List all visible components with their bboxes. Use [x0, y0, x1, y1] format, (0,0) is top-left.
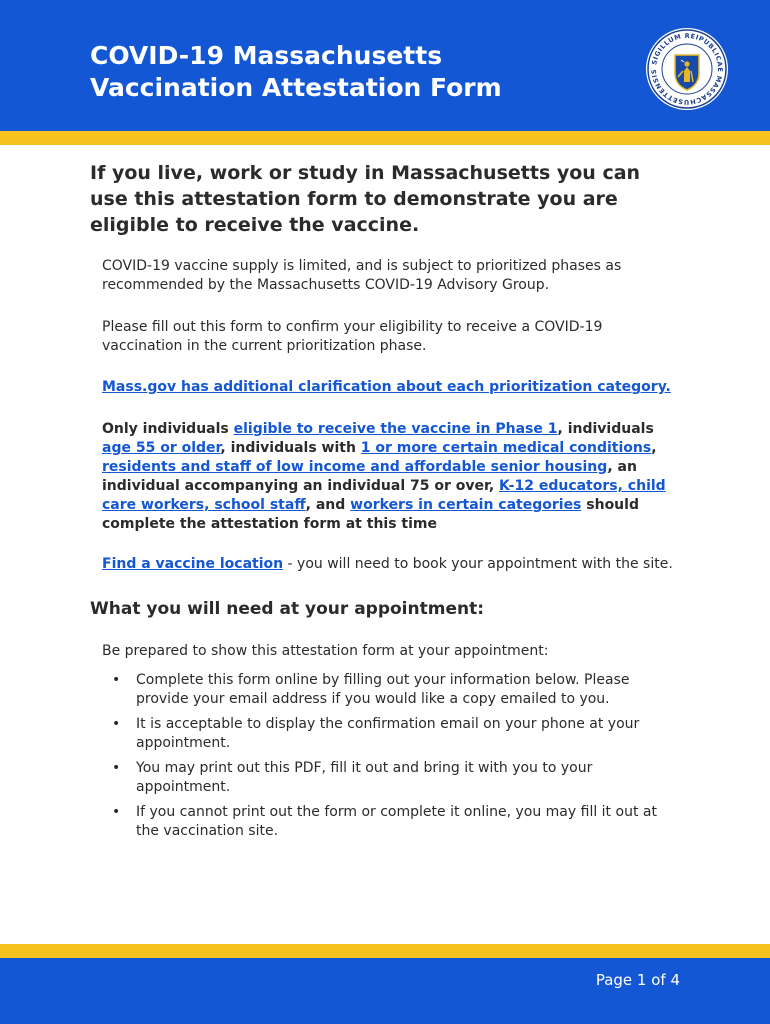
bullet-icon: •	[112, 716, 121, 732]
age-55-link[interactable]: age 55 or older	[102, 440, 221, 456]
list-item-text: If you cannot print out the form or complete it online, you may fill it out at the vaccination site.	[136, 804, 657, 839]
form-title: COVID-19 Massachusetts Vaccination Attestation Form	[90, 41, 502, 102]
header-accent-stripe	[0, 131, 770, 145]
massachusetts-seal-icon	[645, 27, 729, 111]
list-item	[102, 715, 672, 753]
eligibility-text: , and	[305, 497, 351, 513]
eligibility-text: should complete the attestation form at this time	[102, 497, 639, 532]
list-item-text: Complete this form online by filling out your information below. Please provide your email address if you would like a copy emailed to you.	[136, 672, 630, 707]
clarification-paragraph	[102, 378, 682, 397]
phase1-eligibility-link[interactable]: eligible to receive the vaccine in Phase 1	[233, 421, 558, 437]
list-item	[102, 759, 672, 797]
bullet-icon: •	[112, 672, 121, 688]
appointment-requirements-list	[102, 671, 672, 847]
bullet-icon: •	[112, 760, 121, 776]
eligibility-text: ,	[651, 440, 657, 456]
list-item	[102, 803, 672, 841]
educators-link[interactable]: K-12 educators, child care workers, school staff	[102, 478, 666, 513]
seal-text: SIGILLUM REIPUBLICAE MASSACHUSETTENSIS	[649, 31, 725, 107]
appointment-heading: What you will need at your appointment:	[90, 599, 485, 619]
eligibility-paragraph	[102, 420, 678, 534]
eligibility-text: , individuals with	[220, 440, 361, 456]
location-text: - you will need to book your appointment with the site.	[283, 556, 673, 572]
page-footer	[0, 958, 770, 1024]
eligibility-text: , an individual accompanying an individual 75 or over,	[102, 459, 637, 494]
supply-paragraph: COVID-19 vaccine supply is limited, and is subject to prioritized phases as recommended by the Massachusetts COVID-19 Advisory Group.	[102, 258, 622, 293]
medical-conditions-link[interactable]: 1 or more certain medical conditions	[360, 440, 652, 456]
page-number: Page 1 of 4	[595, 971, 680, 989]
clarification-link[interactable]: Mass.gov has additional clarification about each prioritization category.	[102, 379, 671, 395]
fill-out-paragraph: Please fill out this form to confirm your eligibility to receive a COVID-19 vaccination in the current prioritization phase.	[102, 319, 603, 354]
bullet-icon: •	[112, 804, 121, 820]
senior-housing-link[interactable]: residents and staff of low income and affordable senior housing	[102, 459, 608, 475]
workers-categories-link[interactable]: workers in certain categories	[350, 497, 582, 513]
eligibility-text: Only individuals	[102, 421, 234, 437]
footer-accent-stripe	[0, 944, 770, 958]
appointment-intro: Be prepared to show this attestation form at your appointment:	[102, 643, 549, 659]
list-item-text: You may print out this PDF, fill it out and bring it with you to your appointment.	[136, 760, 593, 795]
lead-heading: If you live, work or study in Massachusetts you can use this attestation form to demonstrate you are eligible to receive the vaccine.	[90, 162, 641, 236]
find-vaccine-location-link[interactable]: Find a vaccine location	[102, 556, 284, 572]
eligibility-text: , individuals	[557, 421, 654, 437]
page-header	[0, 0, 770, 131]
list-item-text: It is acceptable to display the confirmation email on your phone at your appointment.	[136, 716, 640, 751]
location-paragraph	[102, 555, 682, 574]
list-item	[102, 671, 672, 709]
